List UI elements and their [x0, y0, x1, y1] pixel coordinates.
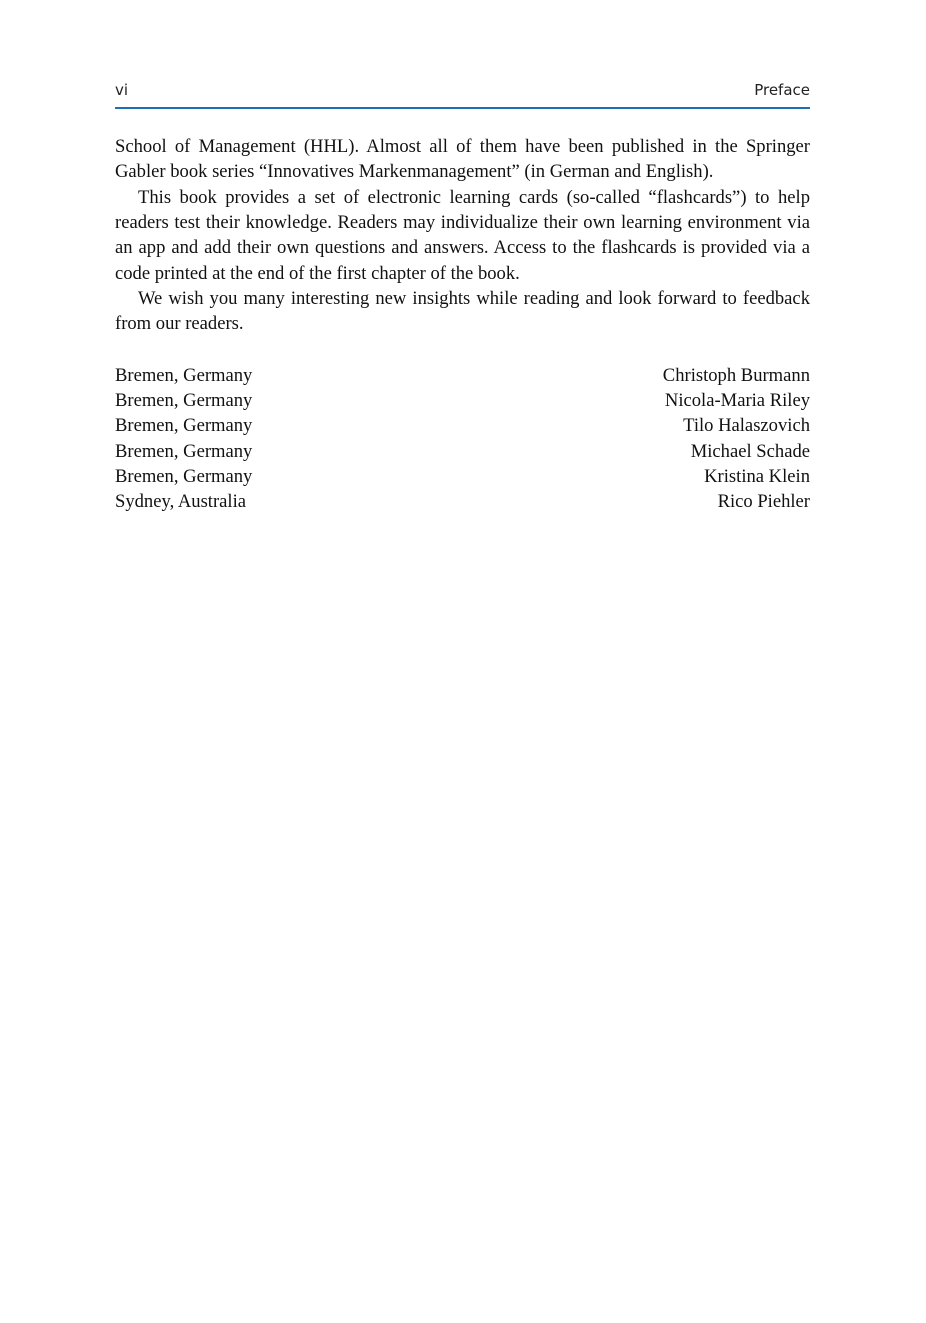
signature-row — [115, 363, 810, 388]
signature-name: Christoph Burmann — [662, 365, 810, 386]
signature-row — [115, 413, 810, 438]
paragraph-flashcards: This book provides a set of electronic learning cards (so-called “flashcards”) to help readers test their knowledge. Readers may individualize their own learning environment via an app and add their own questions and answers. Access to the flashcards is provided via a code printed at the end of the first chapter of the book. — [115, 186, 810, 284]
preface-body — [115, 134, 810, 337]
signature-place: Sydney, Australia — [115, 490, 246, 512]
section-title: Preface — [754, 81, 810, 99]
signature-block — [115, 363, 810, 514]
page-number: vi — [115, 81, 129, 99]
signature-place: Bremen, Germany — [115, 465, 253, 487]
signature-name: Nicola-Maria Riley — [664, 390, 810, 412]
signature-row — [115, 439, 810, 464]
signature-place: Bremen, Germany — [115, 440, 253, 462]
signature-row — [115, 388, 810, 413]
signature-name: Kristina Klein — [704, 465, 810, 487]
signature-place: Bremen, Germany — [115, 390, 253, 412]
signature-row — [115, 464, 810, 489]
running-header — [115, 80, 810, 109]
signature-place: Bremen, Germany — [115, 365, 253, 386]
paragraph-continued: School of Management (HHL). Almost all of them have been published in the Springer Gabler book series “Innovatives Markenmanagement” (in German and English). — [115, 136, 810, 183]
signature-place: Bremen, Germany — [115, 415, 253, 437]
signature-name: Tilo Halaszovich — [683, 415, 810, 437]
signature-name: Rico Piehler — [717, 490, 810, 512]
signature-row — [115, 489, 810, 514]
signature-name: Michael Schade — [690, 440, 810, 462]
paragraph-closing: We wish you many interesting new insights while reading and look forward to feedback from our readers. — [115, 288, 810, 335]
